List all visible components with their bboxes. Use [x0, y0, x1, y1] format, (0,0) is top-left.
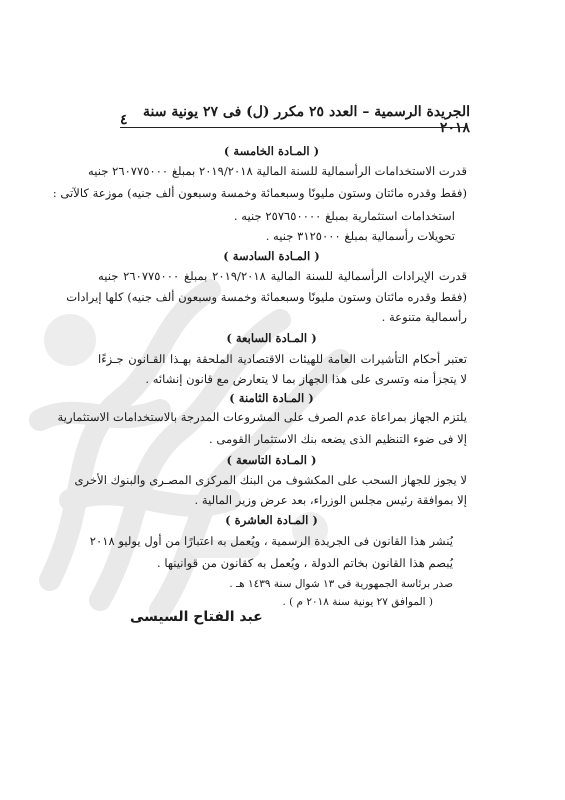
article-5-line-4: تحويلات رأسمالية بمبلغ ٣١٢٥٠٠٠ جنيه . [265, 229, 455, 243]
article-8-line-2: إلا فى ضوء التنظيم الذى يضعه بنك الاستثمار القومى . [208, 432, 467, 446]
article-10-heading: ( المـادة العاشرة ) [225, 513, 318, 527]
article-6-line-2: (فقط وقدره مائتان وستون مليونًا وسبعمائة وخمسة وسبعون ألف جنيه) كلها إيرادات [66, 290, 467, 304]
article-9-heading: ( المـادة التاسعة ) [226, 453, 317, 467]
article-5-line-1: قدرت الاستخدامات الرأسمالية للسنة المالية ٢٠١٩/٢٠١٨ بمبلغ ٢٦٠٧٧٥٠٠٠ جنيه [88, 164, 467, 178]
article-10-line-1: يُنشر هذا القانون فى الجريدة الرسمية ، ويُعمل به اعتبارًا من أول يوليو ٢٠١٨ [89, 534, 453, 548]
article-9-line-2: إلا بموافقة رئيس مجلس الوزراء، بعد عرض وزير المالية . [194, 493, 467, 507]
page-number: ٤ [120, 112, 128, 128]
article-6-line-1: قدرت الإيرادات الرأسمالية للسنة المالية ٢٠١٩/٢٠١٨ بمبلغ ٢٦٠٧٧٥٠٠٠ جنيه [98, 269, 467, 283]
corresponding-date-line: ( الموافق ٢٧ يونية سنة ٢٠١٨ م ) . [282, 596, 433, 608]
header-title: الجريدة الرسمية – العدد ٢٥ مكرر (ل) فى ٢٧ يونية سنة ٢٠١٨ [143, 104, 470, 136]
article-8-heading: ( المـادة الثامنة ) [229, 391, 314, 405]
article-7-heading: ( المـادة السابعة ) [226, 331, 317, 345]
article-9-line-1: لا يجوز للجهاز السحب على المكشوف من البنك المركزى المصـرى والبنوك الأخرى [74, 473, 467, 487]
article-8-line-1: يلتزم الجهاز بمراعاة عدم الصرف على المشروعات المدرجة بالاستخدامات الاستثمارية [57, 410, 467, 424]
page-header [120, 104, 470, 136]
header-rule [120, 127, 468, 128]
article-10-line-2: يُبصم هذا القانون بخاتم الدولة ، ويُعمل به كقانون من قوانينها . [156, 556, 453, 570]
article-5-line-3: استخدامات استثمارية بمبلغ ٢٥٧٦٥٠٠٠٠ جنيه . [233, 209, 455, 223]
article-7-line-1: تعتبر أحكام التأشيرات العامة للهيئات الاقتصادية الملحقة بهـذا القـانون جـزءًا [98, 352, 467, 366]
article-6-heading: ( المـادة السادسة ) [223, 249, 320, 263]
article-6-line-3: رأسمالية متنوعة . [381, 310, 467, 324]
signature: عبد الفتاح السيسى [130, 609, 263, 625]
article-5-line-2: (فقط وقدره مائتان وستون مليونًا وسبعمائة وخمسة وسبعون ألف جنيه) موزعة كالآتى : [52, 186, 467, 200]
article-5-heading: ( المـادة الخامسة ) [223, 144, 320, 158]
issued-date-line: صدر برئاسة الجمهورية فى ١٣ شوال سنة ١٤٣٩ هـ . [229, 578, 453, 590]
article-7-line-2: لا يتجزأ منه وتسرى على هذا الجهاز بما لا يتعارض مع قانون إنشائه . [145, 372, 467, 386]
